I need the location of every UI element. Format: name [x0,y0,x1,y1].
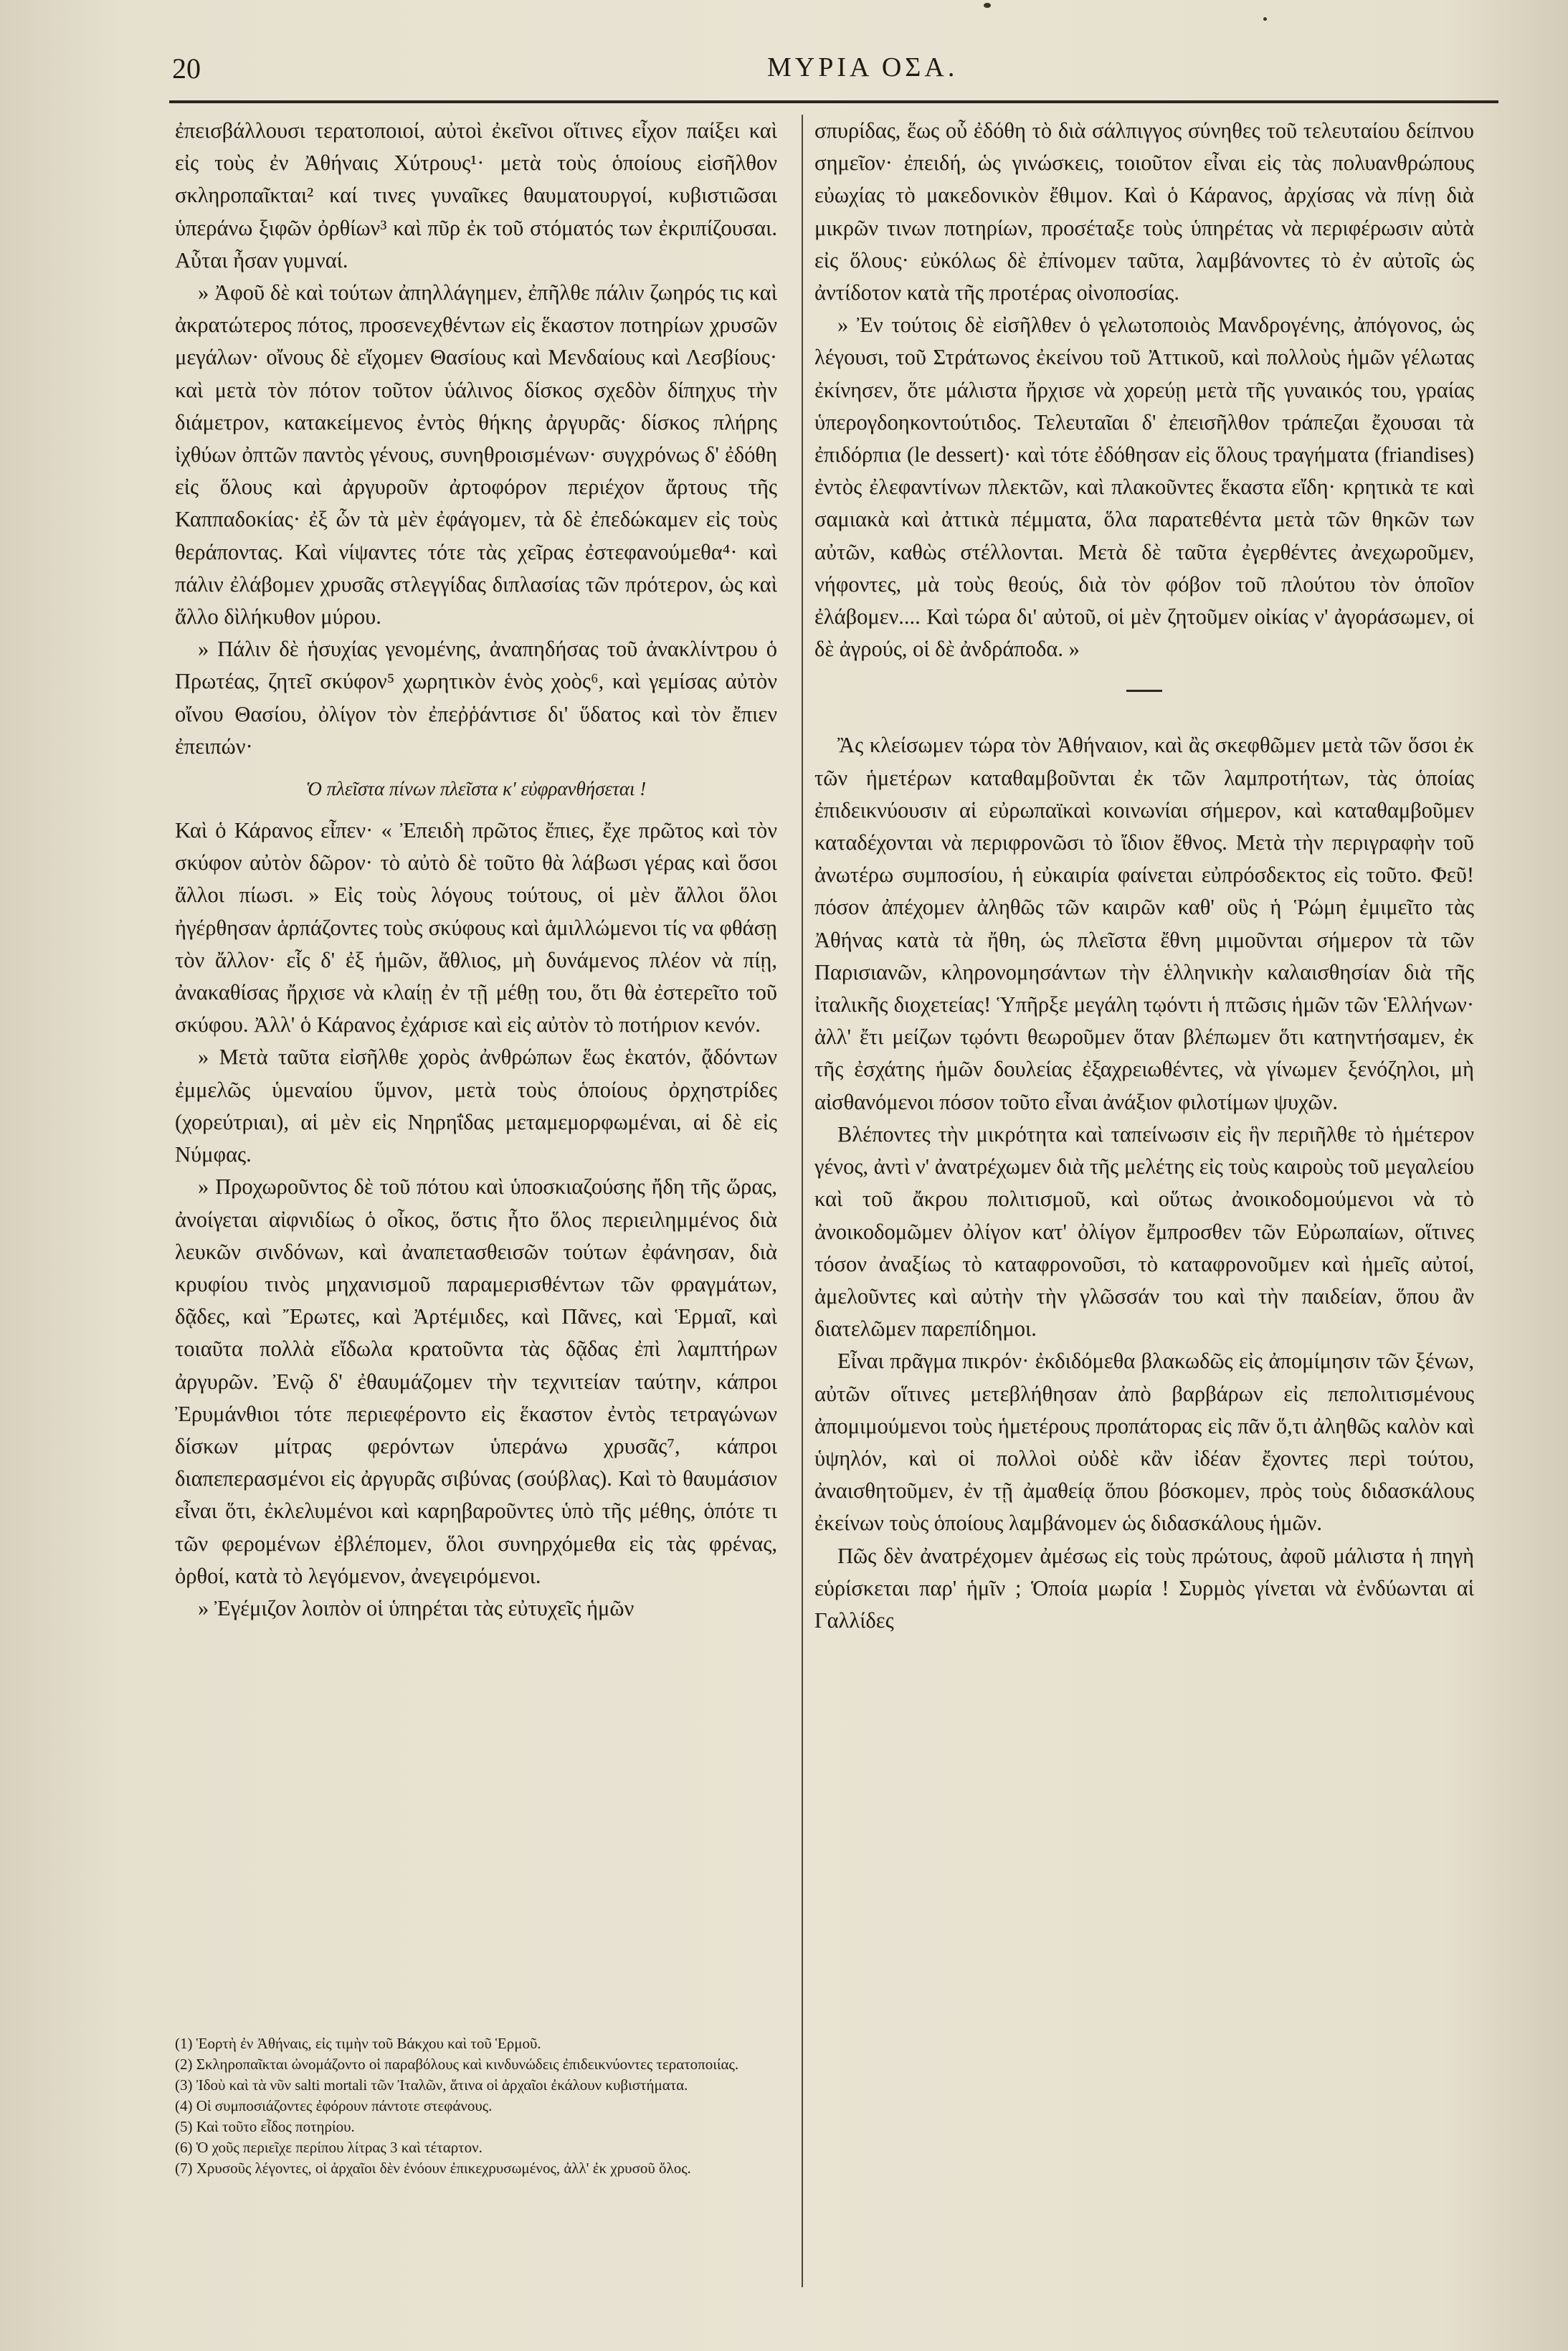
paragraph: Εἶναι πρᾶγμα πικρόν· ἐκδιδόμεθα βλακωδῶς εἰς ἀπομίμησιν τῶν ξένων, αὐτῶν οἵτινες μετεβλήθησαν ἀπὸ βαρβάρων εἰς πεπολιτισμένους ἀπομιμούμενοι τοὺς ἡμετέρους προπάτορας εἰς πᾶν ὅ,τι ἀληθῶς καλὸν καὶ ὑψηλόν, καὶ οἱ πολλοὶ οὐδὲ κἂν ἰδέαν ἔχοντες περὶ τούτου, ἀναισθητοῦμεν, ἐν τῇ ἀμαθείᾳ ὅπου βόσκομεν, πρὸς τοὺς διδασκάλους ἐκείνων τοὺς ὁποίους λαμβάνομεν ὡς διδασκάλους ἡμῶν. [814,1349,1474,1536]
page-number: 20 [172,52,201,85]
footnote: (1) Ἑορτὴ ἐν Ἀθήναις, εἰς τιμὴν τοῦ Βάκχου καὶ τοῦ Ἑρμοῦ. [175,2035,541,2052]
footnote: (6) Ὁ χοῦς περιεῖχε περίπου λίτρας 3 καὶ τέταρτον. [175,2139,483,2156]
paragraph: ἐπεισβάλλουσι τερατοποιοί, αὐτοὶ ἐκεῖνοι οἵτινες εἶχον παίξει καὶ εἰς τοὺς ἐν Ἀθήναις Χύτρους¹· μετὰ τοὺς ὁποίους εἰσῆλθον σκληροπαῖκται² καί τινες γυναῖκες θαυματουργοί, κυβιστιῶσαι ὑπεράνω ξιφῶν ὀρθίων³ καὶ πῦρ ἐκ τοῦ στόματός των ἐκριπίζουσαι. Αὗται ἦσαν γυμναί. [175,118,777,272]
footnote: (5) Καὶ τοῦτο εἶδος ποτηρίου. [175,2118,355,2135]
paragraph: Ἂς κλείσωμεν τώρα τὸν Ἀθήναιον, καὶ ἂς σκεφθῶμεν μετὰ τῶν ὅσοι ἐκ τῶν ἡμετέρων καταθαμβοῦνται ἐκ τῶν λαμπροτήτων, τὰς ὁποίας ἐπιδεικνύουσιν αἱ εὐρωπαϊκαὶ κοινωνίαι σήμερον, καὶ καταθαμβοῦμεν καταδέχονται νὰ περιφρονῶσι τὸ ἴδιον ἔθνος. Μετὰ τὴν περιγραφὴν τοῦ ἀνωτέρω συμποσίου, ἡ εὐκαιρία φαίνεται εὐπρόσδεκτος εἰς τοῦτο. Φεῦ! πόσον ἀπέχομεν ἀληθῶς τῶν καιρῶν καθ' οὓς ἡ Ῥώμη ἐμιμεῖτο τὰς Ἀθήνας κατὰ τὰ ἤθη, ὡς πλεῖστα ἔθνη μιμοῦνται σήμερον τὰ τῶν Παρισιανῶν, κληρονομησάντων τὴν ἑλληνικὴν καλαισθησίαν διὰ τῆς ἰταλικῆς διοχετείας! Ὑπῆρξε μεγάλη τῳόντι ἡ πτῶσις ἡμῶν τῶν Ἑλλήνων· ἀλλ' ἔτι μείζων τῳόντι θεωροῦμεν ὅταν βλέπωμεν ὅτι κατηντήσαμεν, ἐκ τῆς ἐσχάτης ἡμῶν δουλείας ἐξαχρειωθέντες, νὰ γίνωμεν ξενόζηλοι, μὴ αἰσθανόμενοι πόσον τοῦτο εἶναι ἀνάξιον φιλοτίμων ψυχῶν. [814,733,1474,1114]
paragraph: » Ἀφοῦ δὲ καὶ τούτων ἀπηλλάγημεν, ἐπῆλθε πάλιν ζωηρός τις καὶ ἀκρατώτερος πότος, προσενεχθέντων εἰς ἕκαστον ποτηρίων χρυσῶν μεγάλων· οἴνους δὲ εἴχομεν Θασίους καὶ Μενδαίους καὶ Λεσβίους· καὶ μετὰ τὸν πότον τοῦτον ὑάλινος δίσκος σχεδὸν δίπηχυς τὴν διάμετρον, κατακείμενος ἐντὸς θήκης ἀργυρᾶς· δίσκος πλήρης ἰχθύων ὀπτῶν παντὸς γένους, συνηθροισμένων· συγχρόνως δ' ἐδόθη εἰς ὅλους καὶ ἀργυροῦν ἀρτοφόρον περιέχον ἄρτους τῆς Καππαδοκίας· ἐξ ὧν τὰ μὲν ἐφάγομεν, τὰ δὲ ἐπεδώκαμεν εἰς τοὺς θεράποντας. Καὶ νίψαντες τότε τὰς χεῖρας ἐστεφανούμεθα⁴· καὶ πάλιν ἐλάβομεν χρυσᾶς στλεγγίδας διπλασίας τῶν πρότερον, ὡς καὶ ἄλλο δὶλήκυθον μύρου. [175,280,777,630]
paragraph: » Μετὰ ταῦτα εἰσῆλθε χορὸς ἀνθρώπων ἕως ἑκατόν, ᾄδόντων ἐμμελῶς ὑμεναίου ὕμνον, μετὰ τοὺς ὁποίους ὀρχηστρίδες (χορεύτριαι), αἱ μὲν εἰς Νηρηΐδας μεταμεμορφωμέναι, αἱ δὲ εἰς Νύμφας. [175,1045,777,1167]
ink-speck [1263,17,1267,21]
paragraph: Βλέποντες τὴν μικρότητα καὶ ταπείνωσιν εἰς ἣν περιῆλθε τὸ ἡμέτερον γένος, ἀντὶ ν' ἀνατρέχωμεν διὰ τῆς μελέτης εἰς τοὺς καιροὺς τοῦ μεγαλείου καὶ τοῦ ἄκρου πολιτισμοῦ, καὶ οὕτως ἀνοικοδομούμενοι νὰ τὸ ἀνοικοδομῶμεν ὀλίγον κατ' ὀλίγον ἔμπροσθεν τῶν Εὐρωπαίων, οἵτινες τόσον ἀναξίως τὸ καταφρονοῦσι, τὸ καταφρονοῦμεν καὶ ἡμεῖς αὐτοί, ἀμελοῦντες καὶ αὐτὴν τὴν γλῶσσάν του καὶ τὴν παιδείαν, ὅπου ἂν διατελῶμεν παρεπίδημοι. [814,1121,1474,1341]
footnote: (2) Σκληροπαῖκται ὠνομάζοντο οἱ παραβόλους καὶ κινδυνώδεις ἐπιδεικνύοντες τερατοποιίας. [175,2056,739,2073]
paragraph: » Ἐν τούτοις δὲ εἰσῆλθεν ὁ γελωτοποιὸς Μανδρογένης, ἀπόγονος, ὡς λέγουσι, τοῦ Στράτωνος ἐκείνου τοῦ Ἀττικοῦ, καὶ πολλοὺς ἡμῶν γέλωτας ἐκίνησεν, ὅτε μάλιστα ἤρχισε νὰ χορεύῃ μετὰ τῆς γυναικός του, γραίας ὑπερογδοηκοντούτιδος. Τελευταῖαι δ' ἐπεισῆλθον τράπεζαι ἔχουσαι τὰ ἐπιδόρπια (le dessert)· καὶ τότε ἐδόθησαν εἰς ὅλους τραγήματα (friandises) ἐντὸς ἐλεφαντίνων πλεκτῶν, καὶ πλακοῦντες ἕκαστα εἴδη· κρητικὰ τε καὶ σαμιακὰ καὶ ἀττικὰ πέμματα, ὅλα παρατεθέντα μετὰ τῶν θηκῶν των αὐτῶν, καθὼς στέλλονται. Μετὰ δὲ ταῦτα ἐγερθέντες ἀνεχωροῦμεν, νήφοντες, μὰ τοὺς θεούς, διὰ τὸν φόβον τοῦ πλούτου τὸν ὁποῖον ἐλάβομεν.... Καὶ τώρα δι' αὐτοῦ, οἱ μὲν ζητοῦμεν οἰκίας ν' ἀγοράσωμεν, οἱ δὲ ἀγρούς, οἱ δὲ ἀνδράποδα. » [814,313,1474,662]
paragraph: » Ἐγέμιζον λοιπὸν οἱ ὑπηρέται τὰς εὐτυχεῖς ἡμῶν [198,1595,635,1620]
page-header [172,52,1463,95]
header-rule [169,100,1498,103]
verse-quote: Ὁ πλεῖστα πίνων πλεῖστα κ' εὐφρανθήσεται ! [305,778,647,800]
footnote: (3) Ἰδοὺ καὶ τὰ νῦν salti mortali τῶν Ἰταλῶν, ἅτινα οἱ ἀρχαῖοι ἐκάλουν κυβιστήματα. [175,2076,688,2094]
right-column [814,115,1474,1637]
paragraph: σπυρίδας, ἕως οὗ ἐδόθη τὸ διὰ σάλπιγγος σύνηθες τοῦ τελευταίου δείπνου σημεῖον· ἐπειδή, ὡς γινώσκεις, τοιοῦτον εἶναι εἰς τὰς πολυανθρώπους εὐωχίας τὸ μακεδονικὸν ἔθιμον. Καὶ ὁ Κάρανος, ἀρχίσας νὰ πίνῃ διὰ μικρῶν τινων ποτηρίων, προσέταξε τοὺς ὑπηρέτας νὰ περιφέρωσιν αὐτὰ εἰς ὅλους· εὐκόλως δὲ ἐπίνομεν ταῦτα, λαμβάνοντες τὸ ἐν αὐτοῖς ὡς ἀντίδοτον κατὰ τῆς προτέρας οἰνοποσίας. [814,118,1474,305]
paragraph: Πῶς δὲν ἀνατρέχομεν ἀμέσως εἰς τοὺς πρώτους, ἀφοῦ μάλιστα ἡ πηγὴ εὑρίσκεται παρ' ἡμῖν ; Ὁποία μωρία ! Συρμὸς γίνεται νὰ ἐνδύωνται αἱ Γαλλίδες [814,1543,1474,1633]
paragraph: » Προχωροῦντος δὲ τοῦ πότου καὶ ὑποσκιαζούσης ἤδη τῆς ὥρας, ἀνοίγεται αἰφνιδίως ὁ οἶκος, ὅστις ἦτο ὅλος περιειλημμένος διὰ λευκῶν σινδόνων, καὶ ἀναπετασθεισῶν τούτων ἐφάνησαν, διὰ κρυφίου τινὸς μηχανισμοῦ παραμερισθέντων τῶν φραγμάτων, δᾷδες, καὶ Ἔρωτες, καὶ Ἀρτέμιδες, καὶ Πᾶνες, καὶ Ἑρμαῖ, καὶ τοιαῦτα πολλὰ εἴδωλα κρατοῦντα τὰς δᾷδας ἐπὶ λαμπτήρων ἀργυρῶν. Ἐνῷ δ' ἐθαυμάζομεν τὴν τεχνιτείαν ταύτην, κάπροι Ἐρυμάνθιοι τότε περιεφέροντο εἰς ἕκαστον ἐντὸς τετραγώνων δίσκων μίτρας φερόντων ὑπεράνω χρυσᾶς⁷, κάπροι διαπεπερασμένοι εἰς ἀργυρᾶς σιβύνας (σούβλας). Καὶ τὸ θαυμάσιον εἶναι ὅτι, ἐκλελυμένοι καὶ καρηβαροῦντες ὑπὸ τῆς μέθης, ὁπότε τι τῶν φερομένων ἐβλέπομεν, ὅλοι συνηρχόμεθα εἰς τὰς φρένας, ὀρθοί, κατὰ τὸ λεγόμενον, ἀνεγειρόμενοι. [175,1174,777,1588]
section-rule [1126,690,1162,692]
footnote: (7) Χρυσοῦς λέγοντες, οἱ ἀρχαῖοι δὲν ἐνόουν ἐπικεχρυσωμένος, ἀλλ' ἐκ χρυσοῦ ὅλος. [175,2160,691,2177]
column-divider [802,115,803,2287]
running-title: ΜΥΡΙΑ ΟΣΑ. [767,52,959,82]
footnote: (4) Οἱ συμποσιάζοντες ἐφόρουν πάντοτε στεφάνους. [175,2097,493,2114]
ink-speck [984,3,991,8]
paragraph: » Πάλιν δὲ ἡσυχίας γενομένης, ἀναπηδήσας τοῦ ἀνακλίντρου ὁ Πρωτέας, ζητεῖ σκύφον⁵ χωρητικὸν ἑνὸς χοὸς⁶, καὶ γεμίσας αὐτὸν οἴνου Θασίου, ὀλίγον τὸν ἐπεῤῥάντισε δι' ὕδατος καὶ τὸν ἔπιεν ἐπειπών· [175,637,777,759]
left-column [175,115,777,1625]
footnotes [175,2033,777,2179]
paragraph: Καὶ ὁ Κάρανος εἶπεν· « Ἐπειδὴ πρῶτος ἔπιες, ἔχε πρῶτος καὶ τὸν σκύφον αὐτὸν δῶρον· τὸ αὐτὸ δὲ τοῦτο θὰ λάβωσι γέρας καὶ ὅσοι ἄλλοι πίωσι. » Εἰς τοὺς λόγους τούτους, οἱ μὲν ἄλλοι ὅλοι ἠγέρθησαν ἁρπάζοντες τοὺς σκύφους καὶ ἁμιλλώμενοι τίς να φθάσῃ τὸν ἄλλον· εἷς δ' ἐξ ἡμῶν, ἄθλιος, μὴ δυνάμενος πλέον νὰ πίῃ, ἀνακαθίσας ἤρχισε νὰ κλαίῃ ἐν τῇ μέθῃ του, ὅτι θὰ ἐστερεῖτο τοῦ σκύφου. Ἀλλ' ὁ Κάρανος ἐχάρισε καὶ εἰς αὐτὸν τὸ ποτήριον κενόν. [175,818,777,1037]
